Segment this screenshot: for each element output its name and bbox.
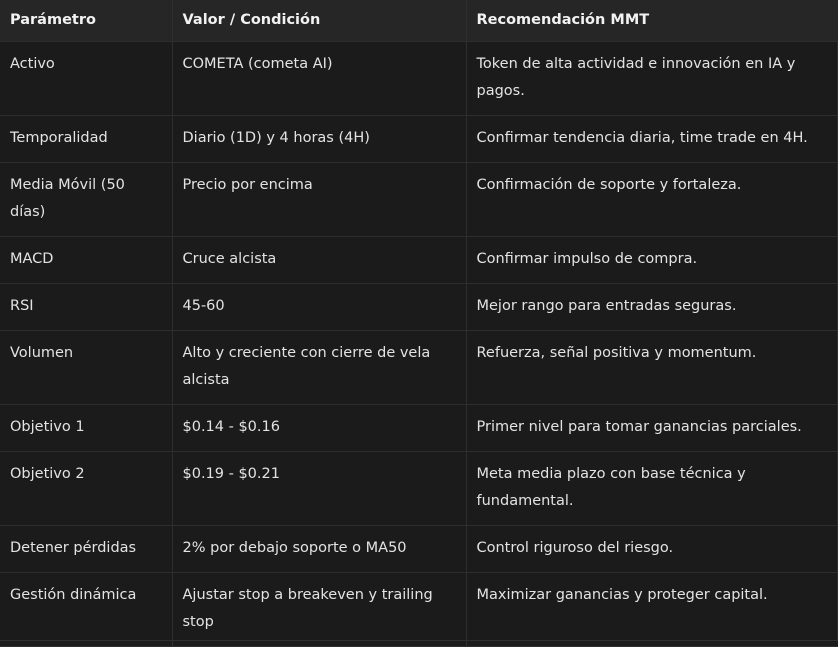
table-cell: Objetivo 1 bbox=[0, 405, 172, 452]
table-cell: Activo bbox=[0, 42, 172, 116]
header-row bbox=[0, 0, 838, 42]
table-cell: Control riguroso del riesgo. bbox=[466, 526, 838, 573]
table-cell: Refuerza, señal positiva y momentum. bbox=[466, 331, 838, 405]
table-row bbox=[0, 452, 838, 526]
table-cell: MACD bbox=[0, 237, 172, 284]
column-header-valor: Valor / Condición bbox=[172, 0, 466, 42]
table-row bbox=[0, 573, 838, 647]
table-cell: Mejor rango para entradas seguras. bbox=[466, 284, 838, 331]
table-cell: Media Móvil (50 días) bbox=[0, 163, 172, 237]
table-cell: $0.19 - $0.21 bbox=[172, 452, 466, 526]
table-row bbox=[0, 42, 838, 116]
table-cell: Confirmación de soporte y fortaleza. bbox=[466, 163, 838, 237]
table-cell: Confirmar tendencia diaria, time trade en 4H. bbox=[466, 116, 838, 163]
column-header-recomendacion: Recomendación MMT bbox=[466, 0, 838, 42]
table-row bbox=[0, 163, 838, 237]
table-row bbox=[0, 526, 838, 573]
table-cell: Temporalidad bbox=[0, 116, 172, 163]
table-cell: Diario (1D) y 4 horas (4H) bbox=[172, 116, 466, 163]
table-cell: Volumen bbox=[0, 331, 172, 405]
table-cell: Objetivo 2 bbox=[0, 452, 172, 526]
table-cell: Ajustar stop a breakeven y trailing stop bbox=[172, 573, 466, 647]
table-cell: $0.14 - $0.16 bbox=[172, 405, 466, 452]
column-header-parametro: Parámetro bbox=[0, 0, 172, 42]
table-header bbox=[0, 0, 838, 42]
table-cell: 45-60 bbox=[172, 284, 466, 331]
table-cell: Precio por encima bbox=[172, 163, 466, 237]
table-cell: Meta media plazo con base técnica y fundamental. bbox=[466, 452, 838, 526]
table-cell: Alto y creciente con cierre de vela alcista bbox=[172, 331, 466, 405]
table-row bbox=[0, 331, 838, 405]
table-row bbox=[0, 405, 838, 452]
table-cell: Primer nivel para tomar ganancias parciales. bbox=[466, 405, 838, 452]
table-cell: 2% por debajo soporte o MA50 bbox=[172, 526, 466, 573]
table-cell: Detener pérdidas bbox=[0, 526, 172, 573]
table-cell: Cruce alcista bbox=[172, 237, 466, 284]
table-row bbox=[0, 284, 838, 331]
table-cell: Token de alta actividad e innovación en IA y pagos. bbox=[466, 42, 838, 116]
table-cell: Gestión dinámica bbox=[0, 573, 172, 647]
table-row bbox=[0, 116, 838, 163]
table-cell: COMETA (cometa AI) bbox=[172, 42, 466, 116]
table-cell: RSI bbox=[0, 284, 172, 331]
table-row bbox=[0, 237, 838, 284]
table-cell: Confirmar impulso de compra. bbox=[466, 237, 838, 284]
table-cell: Maximizar ganancias y proteger capital. bbox=[466, 573, 838, 647]
table-body bbox=[0, 42, 838, 647]
